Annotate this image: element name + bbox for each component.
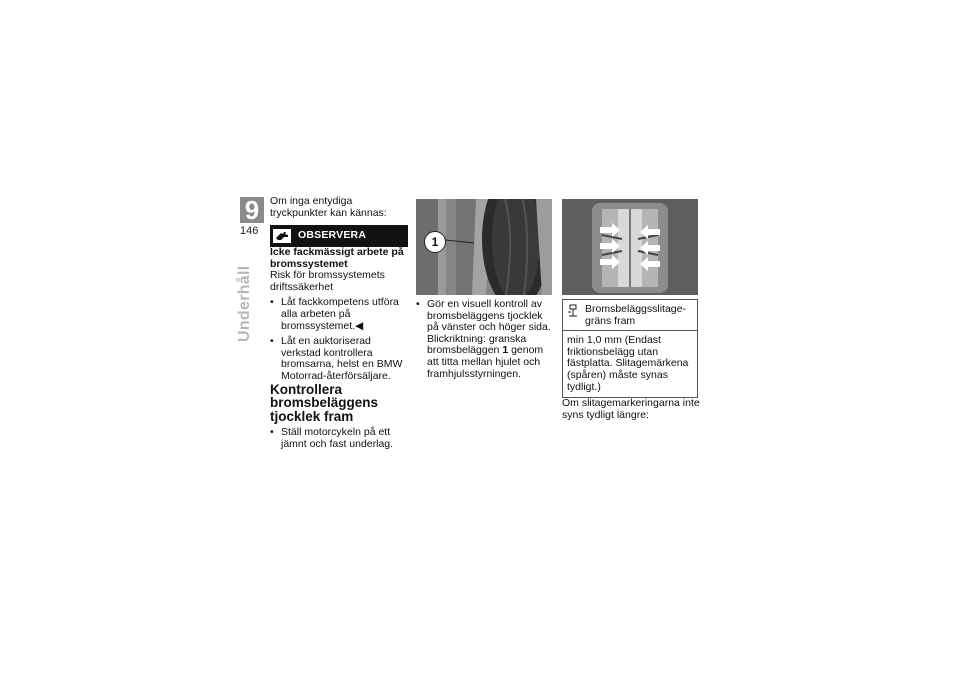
section-title: Kontrollera bromsbeläggens tjocklek fram <box>270 381 379 424</box>
list-item-text: Låt fackkompetens utföra alla arbeten på bromssystemet.◀ <box>281 296 399 332</box>
chapter-side-label: Underhåll <box>236 265 253 342</box>
list-item <box>416 299 554 380</box>
list-item-text: Ställ motorcykeln på ett jämnt och fast underlag. <box>281 426 394 450</box>
column-3 <box>562 199 700 421</box>
bullet-dot: • <box>270 296 274 309</box>
spec-box <box>562 299 698 398</box>
list-item <box>270 336 408 382</box>
warning-title: Icke fackmässigt arbete på bromssystemet <box>270 246 404 270</box>
column-1 <box>270 196 408 450</box>
step-text-start: Gör en visuell kontroll av bromsbeläggens tjocklek på vänster och höger sida. Blickriktning: granska bromsbeläggen <box>427 298 551 357</box>
bullet-dot: • <box>270 335 274 348</box>
chapter-tab: 9 <box>240 197 264 223</box>
spec-header <box>563 300 697 331</box>
callout-circle: 1 <box>424 231 446 253</box>
step-reference: 1 <box>502 344 509 357</box>
spec-value: min 1,0 mm (Endast friktionsbelägg utan fästplatta. Slitagemärkena (spåren) måste synas tydligt.) <box>567 334 689 393</box>
notice-label: OBSERVERA <box>298 229 367 242</box>
list-item-text: Låt en auktoriserad verkstad kontrollera bromsarna, helst en BMW Motorrad-återförsäljare. <box>281 335 403 382</box>
wheel-photo <box>416 199 552 295</box>
intro-text: Om inga entydiga tryckpunkter kan kännas: <box>270 195 387 219</box>
page-number: 146 <box>240 225 259 237</box>
wrench-hand-icon <box>273 229 291 243</box>
notice-bar <box>270 225 408 247</box>
step-text-end: genom att titta mellan hjulet och framhjulsstyrningen. <box>427 344 544 380</box>
list-item <box>270 427 408 450</box>
brake-pad-spec-icon <box>567 304 585 327</box>
bullet-dot: • <box>270 426 274 439</box>
column-2 <box>416 199 554 380</box>
follow-up-text: Om slitagemarkeringarna inte syns tydligt längre: <box>562 397 700 421</box>
bullet-dot: • <box>416 298 420 310</box>
spec-title: Bromsbeläggsslitagegräns fram <box>585 303 686 327</box>
warning-text: Risk för bromssystemets driftssäkerhet <box>270 269 385 293</box>
list-item <box>270 297 408 332</box>
list-item-text <box>427 299 554 380</box>
brake-pads-photo <box>562 199 698 295</box>
